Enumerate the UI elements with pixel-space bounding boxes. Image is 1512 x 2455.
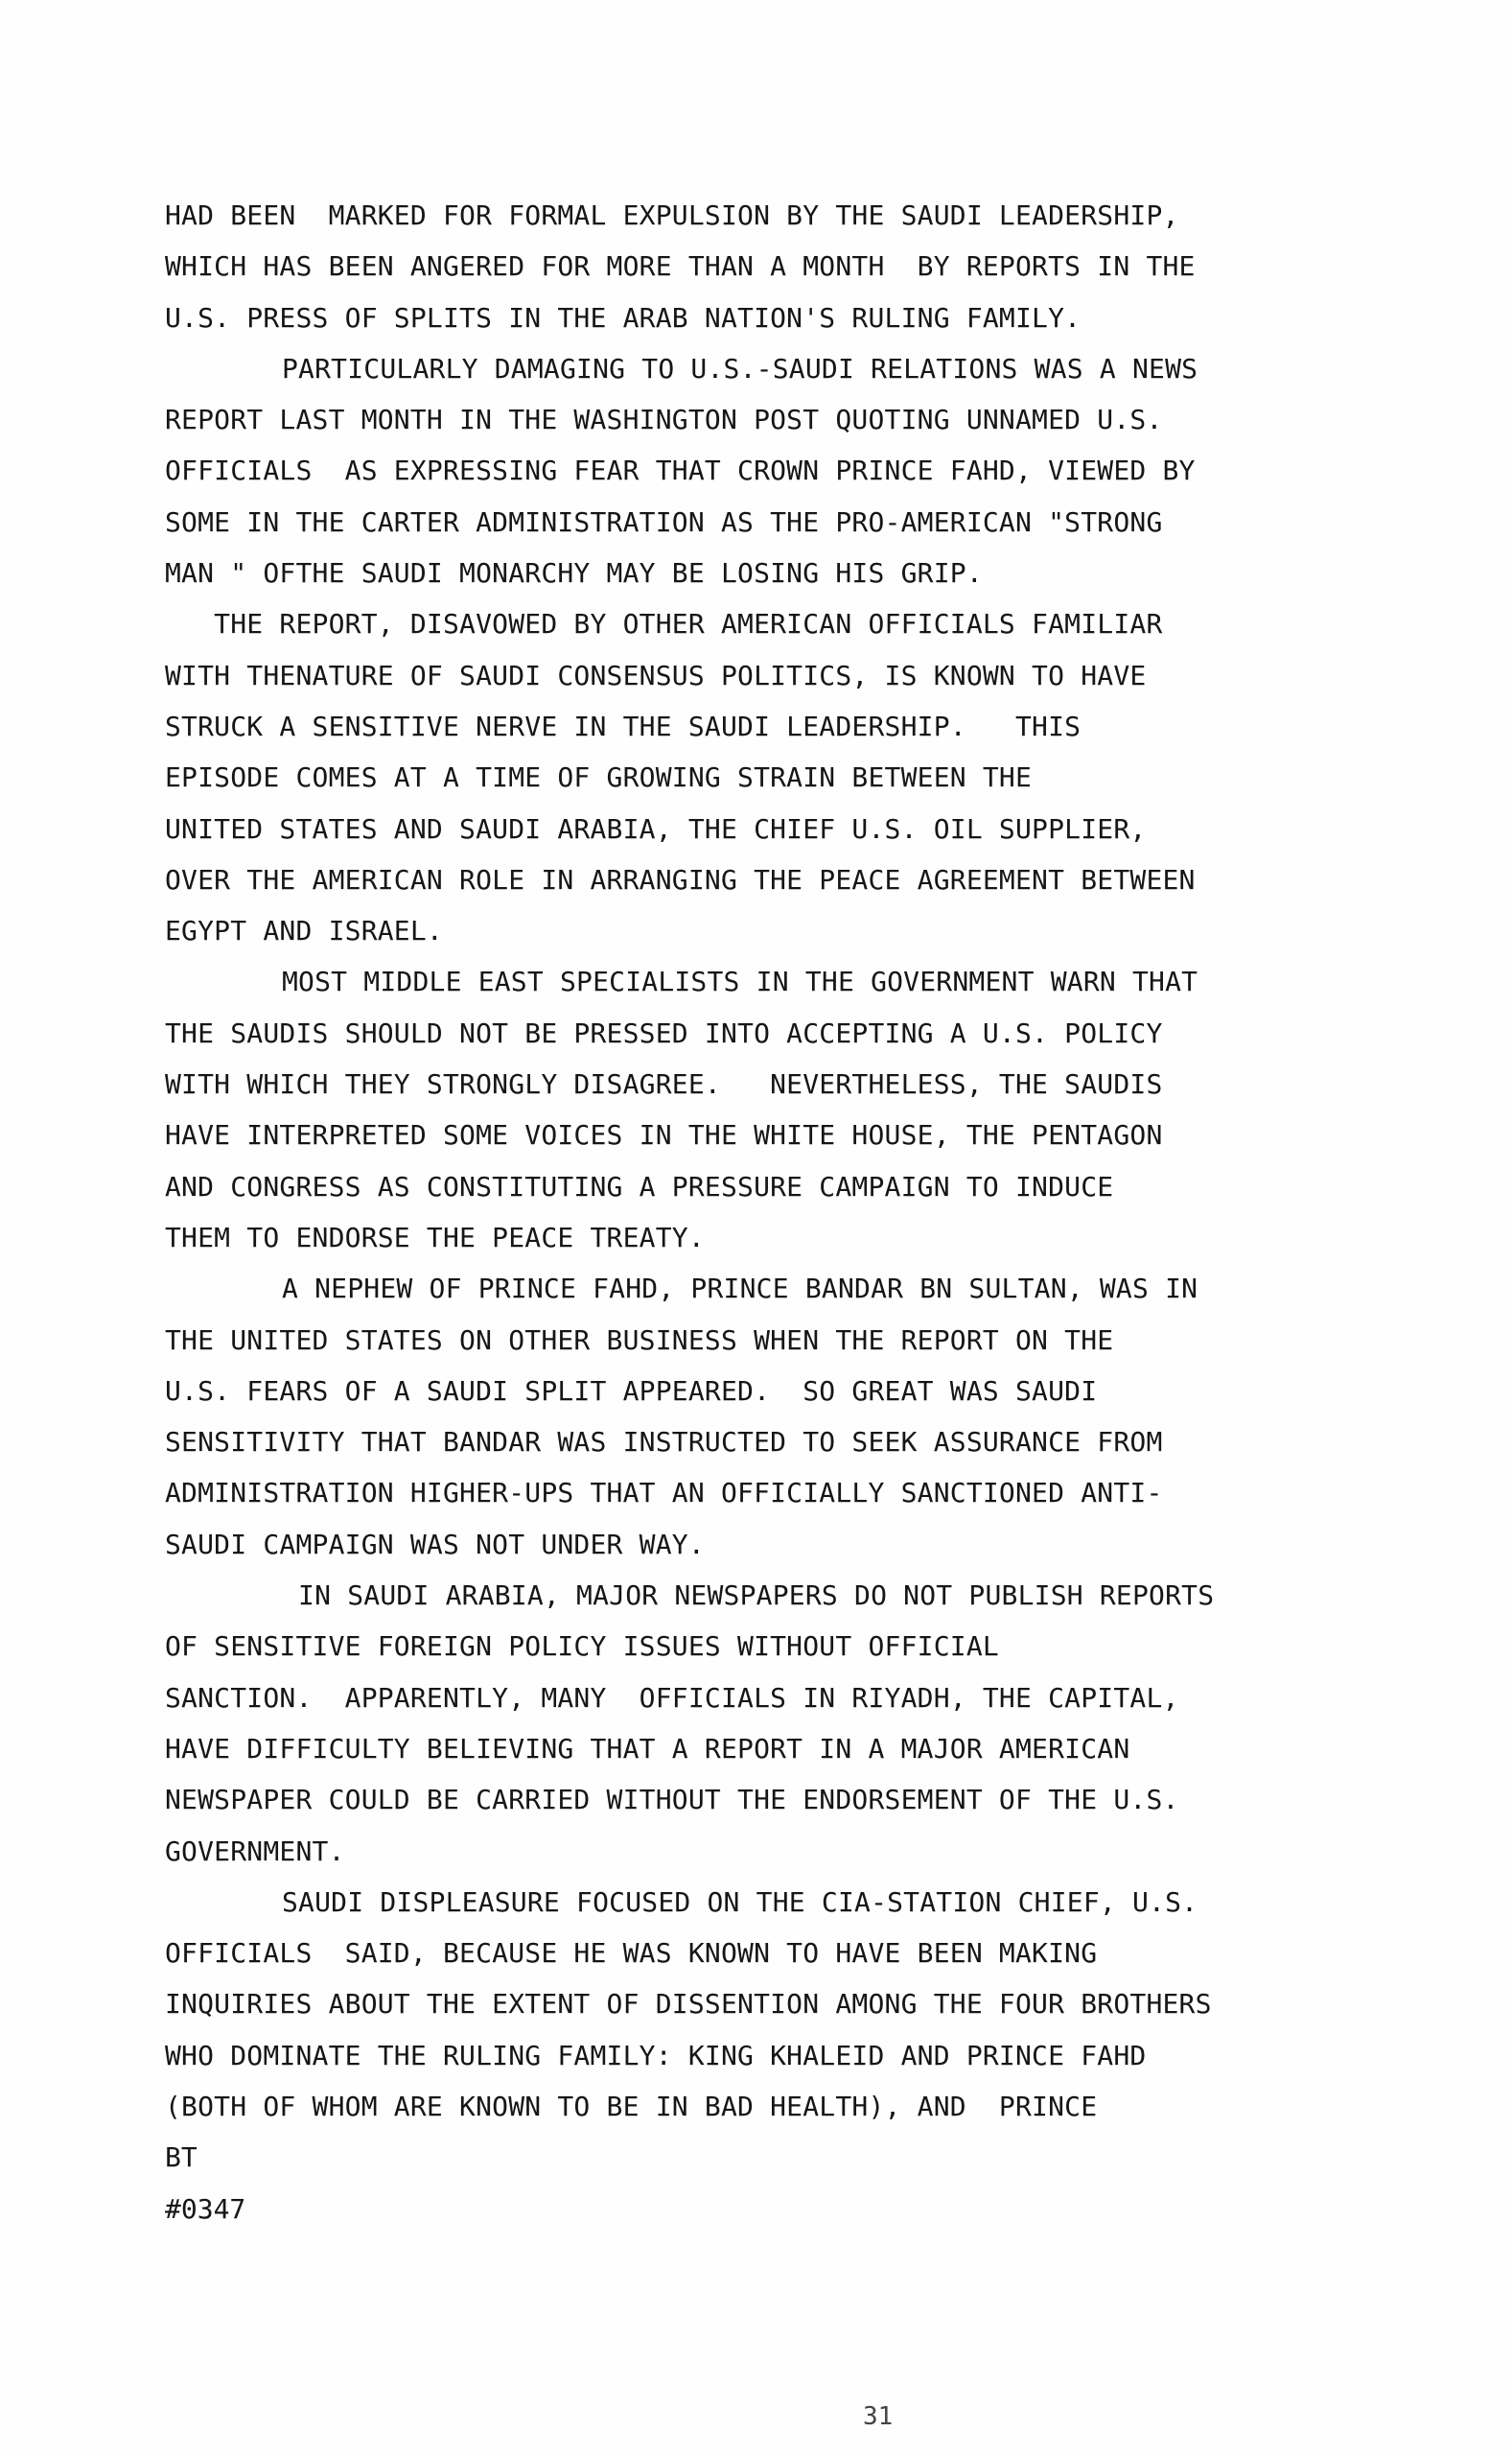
text-line: MAN " OFTHE SAUDI MONARCHY MAY BE LOSING HIS GRIP.: [165, 557, 983, 590]
paragraph: [165, 1263, 1277, 1570]
text-line: REPORT LAST MONTH IN THE WASHINGTON POST QUOTING UNNAMED U.S.: [165, 404, 1163, 436]
text-line: EGYPT AND ISRAEL.: [165, 915, 443, 947]
page-number: 31: [863, 2402, 894, 2431]
text-line: SAUDI DISPLEASURE FOCUSED ON THE CIA-STATION CHIEF, U.S.: [282, 1885, 1198, 1918]
paragraph: [165, 598, 1277, 956]
transmission-marker: BT: [165, 2141, 198, 2174]
text-line: STRUCK A SENSITIVE NERVE IN THE SAUDI LEADERSHIP. THIS: [165, 710, 1082, 742]
text-line: INQUIRIES ABOUT THE EXTENT OF DISSENTION AMONG THE FOUR BROTHERS: [165, 1988, 1212, 2021]
text-line: GOVERNMENT.: [165, 1835, 345, 1867]
text-line: SAUDI CAMPAIGN WAS NOT UNDER WAY.: [165, 1528, 705, 1560]
text-line: OFFICIALS SAID, BECAUSE HE WAS KNOWN TO HAVE BEEN MAKING: [165, 1937, 1098, 1970]
text-line: OF SENSITIVE FOREIGN POLICY ISSUES WITHOUT OFFICIAL: [165, 1630, 999, 1663]
text-line: WITH THENATURE OF SAUDI CONSENSUS POLITICS, IS KNOWN TO HAVE: [165, 659, 1147, 691]
text-line: THE REPORT, DISAVOWED BY OTHER AMERICAN OFFICIALS FAMILIAR: [165, 608, 1163, 641]
text-line: AND CONGRESS AS CONSTITUTING A PRESSURE CAMPAIGN TO INDUCE: [165, 1170, 1114, 1203]
text-line: A NEPHEW OF PRINCE FAHD, PRINCE BANDAR BN SULTAN, WAS IN: [282, 1273, 1198, 1305]
paragraph: [165, 343, 1277, 598]
text-line: THEM TO ENDORSE THE PEACE TREATY.: [165, 1221, 705, 1253]
text-line: SENSITIVITY THAT BANDAR WAS INSTRUCTED TO SEEK ASSURANCE FROM: [165, 1426, 1163, 1459]
text-line: NEWSPAPER COULD BE CARRIED WITHOUT THE ENDORSEMENT OF THE U.S.: [165, 1784, 1179, 1816]
text-line: HAVE INTERPRETED SOME VOICES IN THE WHITE HOUSE, THE PENTAGON: [165, 1119, 1163, 1152]
text-line: OFFICIALS AS EXPRESSING FEAR THAT CROWN PRINCE FAHD, VIEWED BY: [165, 455, 1196, 487]
text-line: HAD BEEN MARKED FOR FORMAL EXPULSION BY THE SAUDI LEADERSHIP,: [165, 199, 1179, 231]
text-line: MOST MIDDLE EAST SPECIALISTS IN THE GOVERNMENT WARN THAT: [282, 966, 1198, 998]
message-number: #0347: [165, 2192, 246, 2225]
text-line: (BOTH OF WHOM ARE KNOWN TO BE IN BAD HEALTH), AND PRINCE: [165, 2090, 1098, 2122]
text-line: UNITED STATES AND SAUDI ARABIA, THE CHIEF U.S. OIL SUPPLIER,: [165, 812, 1147, 845]
cable-text-body: [165, 190, 1277, 2234]
paragraph: [165, 190, 1277, 343]
text-line: ADMINISTRATION HIGHER-UPS THAT AN OFFICIALLY SANCTIONED ANTI-: [165, 1477, 1163, 1509]
text-line: EPISODE COMES AT A TIME OF GROWING STRAIN BETWEEN THE: [165, 761, 1033, 794]
text-line: PARTICULARLY DAMAGING TO U.S.-SAUDI RELATIONS WAS A NEWS: [282, 352, 1198, 385]
paragraph: [165, 1877, 1277, 2132]
paragraph: [165, 956, 1277, 1263]
text-line: WHICH HAS BEEN ANGERED FOR MORE THAN A MONTH BY REPORTS IN THE: [165, 250, 1196, 283]
paragraph: [165, 1570, 1277, 1877]
text-line: SOME IN THE CARTER ADMINISTRATION AS THE PRO-AMERICAN "STRONG: [165, 505, 1163, 538]
text-line: THE UNITED STATES ON OTHER BUSINESS WHEN THE REPORT ON THE: [165, 1323, 1114, 1356]
text-line: WHO DOMINATE THE RULING FAMILY: KING KHALEID AND PRINCE FAHD: [165, 2039, 1147, 2071]
text-line: U.S. PRESS OF SPLITS IN THE ARAB NATION'S RULING FAMILY.: [165, 301, 1082, 334]
text-line: HAVE DIFFICULTY BELIEVING THAT A REPORT IN A MAJOR AMERICAN: [165, 1732, 1130, 1765]
text-line: OVER THE AMERICAN ROLE IN ARRANGING THE PEACE AGREEMENT BETWEEN: [165, 863, 1196, 896]
text-line: THE SAUDIS SHOULD NOT BE PRESSED INTO ACCEPTING A U.S. POLICY: [165, 1017, 1163, 1049]
text-line: U.S. FEARS OF A SAUDI SPLIT APPEARED. SO GREAT WAS SAUDI: [165, 1374, 1098, 1407]
text-line: SANCTION. APPARENTLY, MANY OFFICIALS IN RIYADH, THE CAPITAL,: [165, 1681, 1179, 1714]
text-line: IN SAUDI ARABIA, MAJOR NEWSPAPERS DO NOT PUBLISH REPORTS: [282, 1579, 1215, 1612]
text-line: WITH WHICH THEY STRONGLY DISAGREE. NEVERTHELESS, THE SAUDIS: [165, 1068, 1163, 1101]
